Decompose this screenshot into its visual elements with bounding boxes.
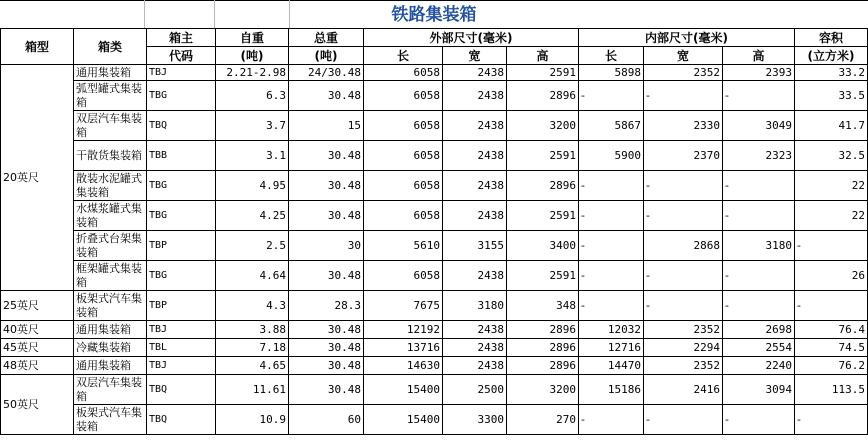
cell-owner-code: TBQ [147, 405, 216, 435]
header-type: 箱型 [1, 29, 74, 65]
cell-ih: - [723, 171, 795, 201]
cell-iw: - [644, 291, 723, 321]
cell-ol: 12192 [364, 321, 443, 339]
cell-ow: 2500 [443, 375, 507, 405]
header-owner: 箱主 [147, 29, 216, 47]
cell-tare: 6.3 [216, 81, 289, 111]
cell-iw: - [644, 405, 723, 435]
header-category: 箱类 [74, 29, 147, 65]
cell-tare: 2.5 [216, 231, 289, 261]
table-row [1, 65, 868, 81]
cell-gross: 24/30.48 [289, 65, 364, 81]
cell-tare: 4.3 [216, 291, 289, 321]
cell-ow: 2438 [443, 65, 507, 81]
table-row [1, 339, 868, 357]
cell-vol: 41.7 [795, 111, 868, 141]
cell-container-category: 通用集装箱 [74, 321, 147, 339]
cell-gross: 30.48 [289, 141, 364, 171]
cell-vol: - [795, 291, 868, 321]
cell-vol: - [795, 231, 868, 261]
cell-iw: 2352 [644, 65, 723, 81]
cell-owner-code: TBJ [147, 65, 216, 81]
cell-owner-code: TBQ [147, 111, 216, 141]
container-table [0, 28, 868, 435]
cell-ol: 6058 [364, 141, 443, 171]
cell-ow: 2438 [443, 321, 507, 339]
cell-owner-code: TBG [147, 201, 216, 231]
header-outer-width: 宽 [443, 47, 507, 65]
cell-container-category: 冷藏集装箱 [74, 339, 147, 357]
cell-ol: 6058 [364, 111, 443, 141]
cell-owner-code: TBJ [147, 321, 216, 339]
cell-container-category: 双层汽车集装箱 [74, 111, 147, 141]
cell-owner-code: TBP [147, 291, 216, 321]
table-row [1, 375, 868, 405]
cell-il: - [579, 171, 644, 201]
cell-il: 5898 [579, 65, 644, 81]
cell-container-type: 45英尺 [1, 339, 74, 357]
cell-ow: 2438 [443, 339, 507, 357]
table-row [1, 405, 868, 435]
cell-ih: - [723, 291, 795, 321]
cell-container-category: 水煤浆罐式集装箱 [74, 201, 147, 231]
cell-container-category: 板架式汽车集装箱 [74, 291, 147, 321]
header-outer-dimensions: 外部尺寸(毫米) [364, 29, 579, 47]
cell-owner-code: TBG [147, 171, 216, 201]
cell-tare: 3.88 [216, 321, 289, 339]
cell-vol: 74.5 [795, 339, 868, 357]
cell-ih: - [723, 405, 795, 435]
cell-ih: 2393 [723, 65, 795, 81]
cell-ow: 2438 [443, 357, 507, 375]
cell-iw: 2294 [644, 339, 723, 357]
table-row [1, 201, 868, 231]
cell-ol: 13716 [364, 339, 443, 357]
cell-tare: 10.9 [216, 405, 289, 435]
cell-ol: 6058 [364, 201, 443, 231]
cell-ow: 2438 [443, 261, 507, 291]
cell-oh: 3200 [507, 375, 579, 405]
cell-gross: 30.48 [289, 339, 364, 357]
header-volume: 容积 [795, 29, 868, 47]
cell-il: 12032 [579, 321, 644, 339]
cell-oh: 3400 [507, 231, 579, 261]
cell-oh: 2896 [507, 357, 579, 375]
cell-ih: 2240 [723, 357, 795, 375]
cell-ih: - [723, 81, 795, 111]
page-title: 铁路集装箱 [391, 5, 477, 25]
cell-tare: 4.65 [216, 357, 289, 375]
cell-tare: 3.7 [216, 111, 289, 141]
cell-tare: 4.25 [216, 201, 289, 231]
header-gross-unit: (吨) [289, 47, 364, 65]
cell-container-category: 散装水泥罐式集装箱 [74, 171, 147, 201]
cell-ih: 2698 [723, 321, 795, 339]
cell-il: 5900 [579, 141, 644, 171]
cell-vol: 76.4 [795, 321, 868, 339]
cell-iw: 2370 [644, 141, 723, 171]
cell-oh: 270 [507, 405, 579, 435]
cell-ow: 2438 [443, 81, 507, 111]
cell-owner-code: TBG [147, 81, 216, 111]
cell-container-type: 48英尺 [1, 357, 74, 375]
cell-oh: 2896 [507, 321, 579, 339]
table-row [1, 261, 868, 291]
cell-container-category: 双层汽车集装箱 [74, 375, 147, 405]
cell-owner-code: TBB [147, 141, 216, 171]
cell-ol: 7675 [364, 291, 443, 321]
cell-il: - [579, 405, 644, 435]
cell-container-type: 50英尺 [1, 375, 74, 435]
cell-iw: - [644, 171, 723, 201]
cell-ol: 6058 [364, 171, 443, 201]
cell-container-category: 干散货集装箱 [74, 141, 147, 171]
cell-oh: 3200 [507, 111, 579, 141]
cell-gross: 30.48 [289, 375, 364, 405]
header-inner-dimensions: 内部尺寸(毫米) [579, 29, 795, 47]
table-row [1, 321, 868, 339]
cell-gross: 30.48 [289, 321, 364, 339]
cell-il: 15186 [579, 375, 644, 405]
cell-ow: 2438 [443, 141, 507, 171]
cell-ih: - [723, 261, 795, 291]
cell-ol: 15400 [364, 405, 443, 435]
cell-ow: 3300 [443, 405, 507, 435]
header-gross: 总重 [289, 29, 364, 47]
cell-ih: 3180 [723, 231, 795, 261]
cell-ow: 3180 [443, 291, 507, 321]
header-owner-code: 代码 [147, 47, 216, 65]
cell-il: - [579, 231, 644, 261]
cell-container-category: 框架罐式集装箱 [74, 261, 147, 291]
cell-ol: 14630 [364, 357, 443, 375]
header-tare-unit: (吨) [216, 47, 289, 65]
cell-iw: - [644, 261, 723, 291]
cell-iw: 2868 [644, 231, 723, 261]
header-inner-width: 宽 [644, 47, 723, 65]
table-row [1, 231, 868, 261]
cell-oh: 2591 [507, 201, 579, 231]
table-row [1, 81, 868, 111]
cell-ol: 6058 [364, 261, 443, 291]
cell-container-category: 折叠式台架集装箱 [74, 231, 147, 261]
cell-ih: 2323 [723, 141, 795, 171]
cell-vol: 33.2 [795, 65, 868, 81]
cell-il: 5867 [579, 111, 644, 141]
header-outer-height: 高 [507, 47, 579, 65]
header-tare: 自重 [216, 29, 289, 47]
cell-oh: 2896 [507, 339, 579, 357]
cell-gross: 15 [289, 111, 364, 141]
cell-ol: 15400 [364, 375, 443, 405]
cell-ol: 6058 [364, 81, 443, 111]
cell-owner-code: TBG [147, 261, 216, 291]
cell-owner-code: TBL [147, 339, 216, 357]
cell-ol: 6058 [364, 65, 443, 81]
cell-ih: - [723, 201, 795, 231]
cell-il: - [579, 261, 644, 291]
cell-container-category: 弧型罐式集装箱 [74, 81, 147, 111]
table-row [1, 111, 868, 141]
cell-il: 14470 [579, 357, 644, 375]
cell-tare: 11.61 [216, 375, 289, 405]
cell-iw: 2330 [644, 111, 723, 141]
table-row [1, 357, 868, 375]
cell-tare: 2.21-2.98 [216, 65, 289, 81]
cell-container-type: 20英尺 [1, 65, 74, 291]
cell-container-category: 通用集装箱 [74, 65, 147, 81]
cell-vol: - [795, 405, 868, 435]
cell-oh: 2591 [507, 141, 579, 171]
cell-owner-code: TBQ [147, 375, 216, 405]
cell-ih: 3094 [723, 375, 795, 405]
cell-oh: 2591 [507, 65, 579, 81]
cell-ow: 2438 [443, 201, 507, 231]
cell-il: 12716 [579, 339, 644, 357]
cell-gross: 30.48 [289, 201, 364, 231]
cell-oh: 2896 [507, 171, 579, 201]
cell-ow: 2438 [443, 111, 507, 141]
cell-container-category: 板架式汽车集装箱 [74, 405, 147, 435]
cell-iw: - [644, 201, 723, 231]
cell-container-category: 通用集装箱 [74, 357, 147, 375]
cell-container-type: 40英尺 [1, 321, 74, 339]
header-outer-length: 长 [364, 47, 443, 65]
cell-vol: 32.5 [795, 141, 868, 171]
cell-ih: 3049 [723, 111, 795, 141]
cell-vol: 33.5 [795, 81, 868, 111]
cell-il: - [579, 81, 644, 111]
cell-vol: 76.2 [795, 357, 868, 375]
header-inner-height: 高 [723, 47, 795, 65]
cell-vol: 26 [795, 261, 868, 291]
cell-tare: 4.64 [216, 261, 289, 291]
cell-il: - [579, 291, 644, 321]
cell-gross: 30 [289, 231, 364, 261]
cell-vol: 113.5 [795, 375, 868, 405]
cell-iw: 2352 [644, 357, 723, 375]
cell-container-type: 25英尺 [1, 291, 74, 321]
cell-il: - [579, 201, 644, 231]
table-row [1, 171, 868, 201]
table-row [1, 291, 868, 321]
cell-iw: 2352 [644, 321, 723, 339]
cell-tare: 4.95 [216, 171, 289, 201]
cell-gross: 30.48 [289, 81, 364, 111]
cell-owner-code: TBP [147, 231, 216, 261]
cell-oh: 2896 [507, 81, 579, 111]
cell-gross: 30.48 [289, 357, 364, 375]
cell-iw: 2416 [644, 375, 723, 405]
table-row [1, 141, 868, 171]
cell-oh: 348 [507, 291, 579, 321]
cell-tare: 3.1 [216, 141, 289, 171]
header-inner-length: 长 [579, 47, 644, 65]
cell-owner-code: TBJ [147, 357, 216, 375]
cell-tare: 7.18 [216, 339, 289, 357]
cell-ow: 3155 [443, 231, 507, 261]
cell-oh: 2591 [507, 261, 579, 291]
header-volume-unit: (立方米) [795, 47, 868, 65]
cell-gross: 30.48 [289, 171, 364, 201]
cell-ol: 5610 [364, 231, 443, 261]
cell-iw: - [644, 81, 723, 111]
cell-gross: 60 [289, 405, 364, 435]
cell-vol: 22 [795, 201, 868, 231]
cell-gross: 30.48 [289, 261, 364, 291]
cell-gross: 28.3 [289, 291, 364, 321]
cell-ih: 2554 [723, 339, 795, 357]
cell-ow: 2438 [443, 171, 507, 201]
cell-vol: 22 [795, 171, 868, 201]
